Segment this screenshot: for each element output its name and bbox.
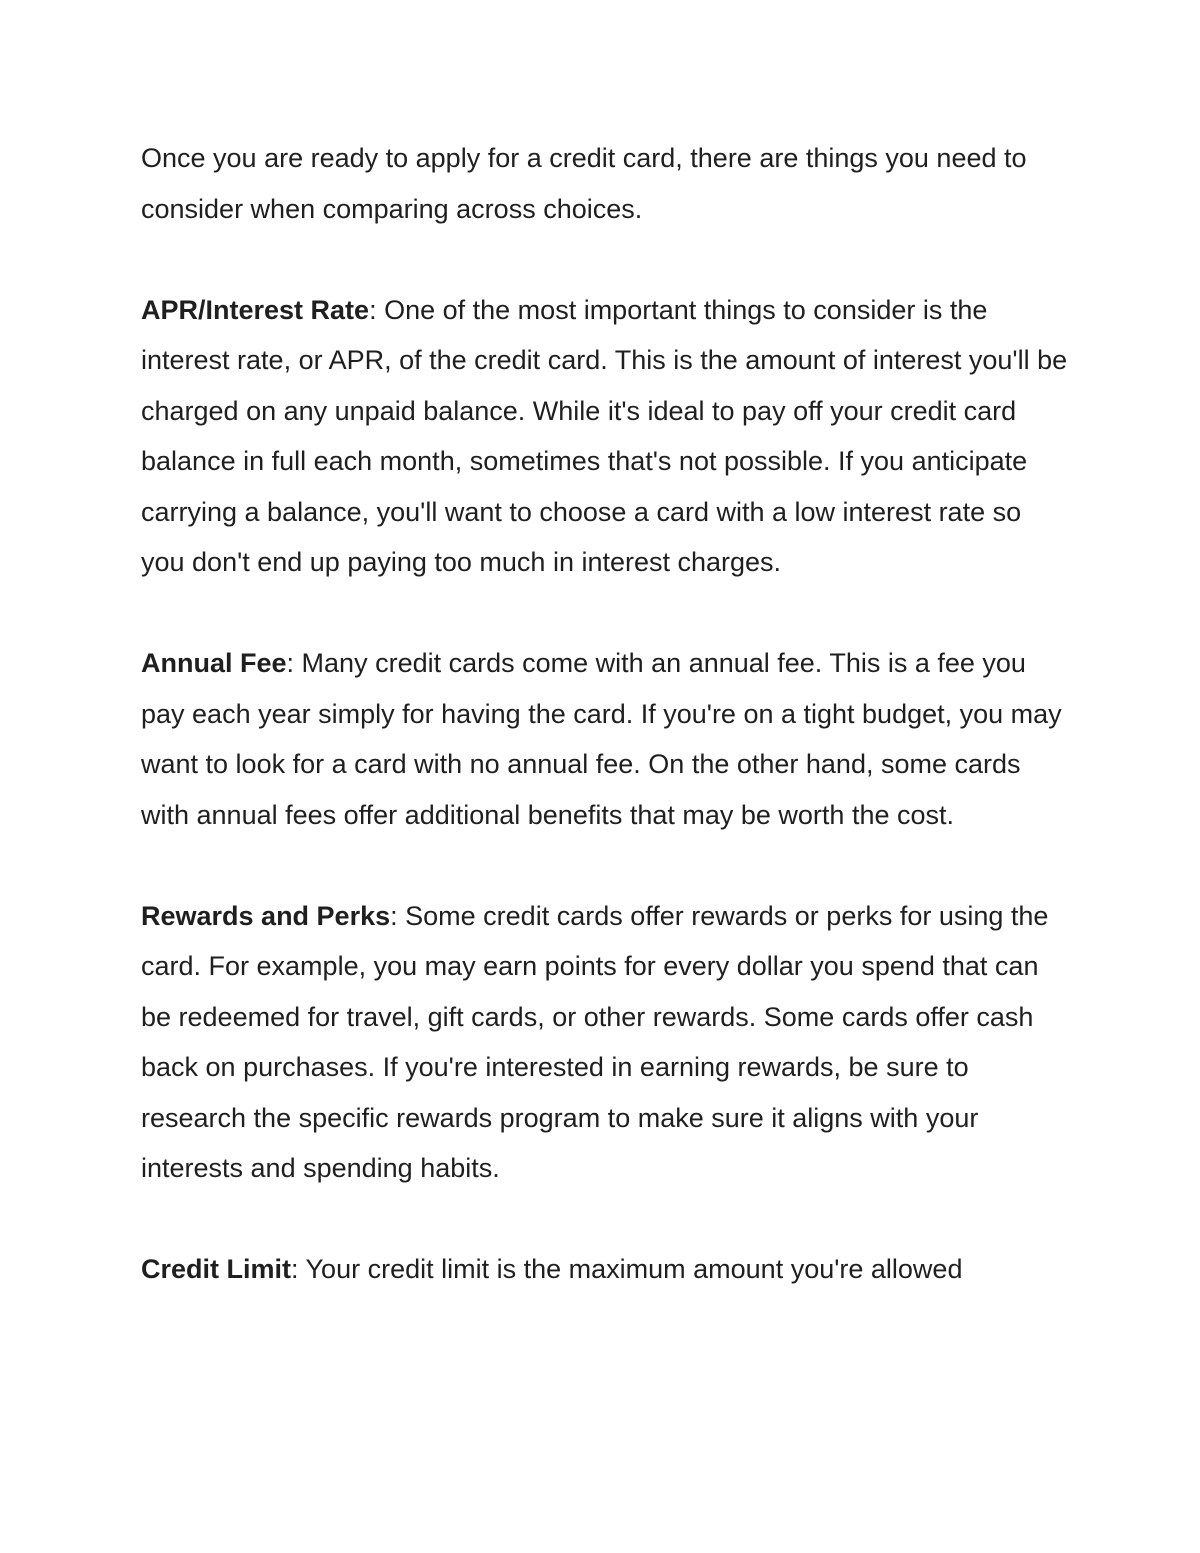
apr-interest-rate-paragraph xyxy=(141,285,1071,588)
paragraph-term: APR/Interest Rate xyxy=(141,294,370,325)
paragraph-body: One of the most important things to consider is the interest rate, or APR, of the credit card. This is the amount of interest you'll be charged on any unpaid balance. While it's ideal to pay off your credit card balance in full each month, sometimes that's not possible. If you anticipate carrying a balance, you'll want to choose a card with a low interest rate so you don't end up paying too much in interest charges. xyxy=(141,294,1068,577)
paragraph-term: Rewards and Perks xyxy=(141,900,391,931)
paragraph-term: Annual Fee xyxy=(141,648,287,678)
paragraph-body: Some credit cards offer rewards or perks for using the card. For example, you may earn points for every dollar you spend that can be redeemed for travel, gift cards, or other rewards. Some cards offer cash back on purchases. If you're interested in earning rewards, be sure to research the specific rewards program to make sure it aligns with your interests and spending habits. xyxy=(141,900,1049,1183)
paragraph-separator: : xyxy=(369,294,385,325)
annual-fee-paragraph xyxy=(141,638,1071,840)
rewards-and-perks-paragraph xyxy=(141,891,1071,1194)
paragraph-separator: : xyxy=(291,1254,306,1284)
credit-limit-paragraph xyxy=(141,1244,1071,1295)
paragraph-body: Once you are ready to apply for a credit card, there are things you need to consider when comparing across choices. xyxy=(141,143,1027,224)
paragraph-body: Your credit limit is the maximum amount you're allowed xyxy=(305,1254,963,1284)
paragraph-term: Credit Limit xyxy=(141,1254,292,1284)
paragraph-separator: : xyxy=(390,900,406,931)
intro-paragraph xyxy=(141,133,1071,234)
paragraph-separator: : xyxy=(286,648,302,678)
document-body xyxy=(141,133,1071,1345)
paragraph-body: Many credit cards come with an annual fee. This is a fee you pay each year simply for having the card. If you're on a tight budget, you may want to look for a card with no annual fee. On the other hand, some cards with annual fees offer additional benefits that may be worth the cost. xyxy=(141,648,1062,830)
